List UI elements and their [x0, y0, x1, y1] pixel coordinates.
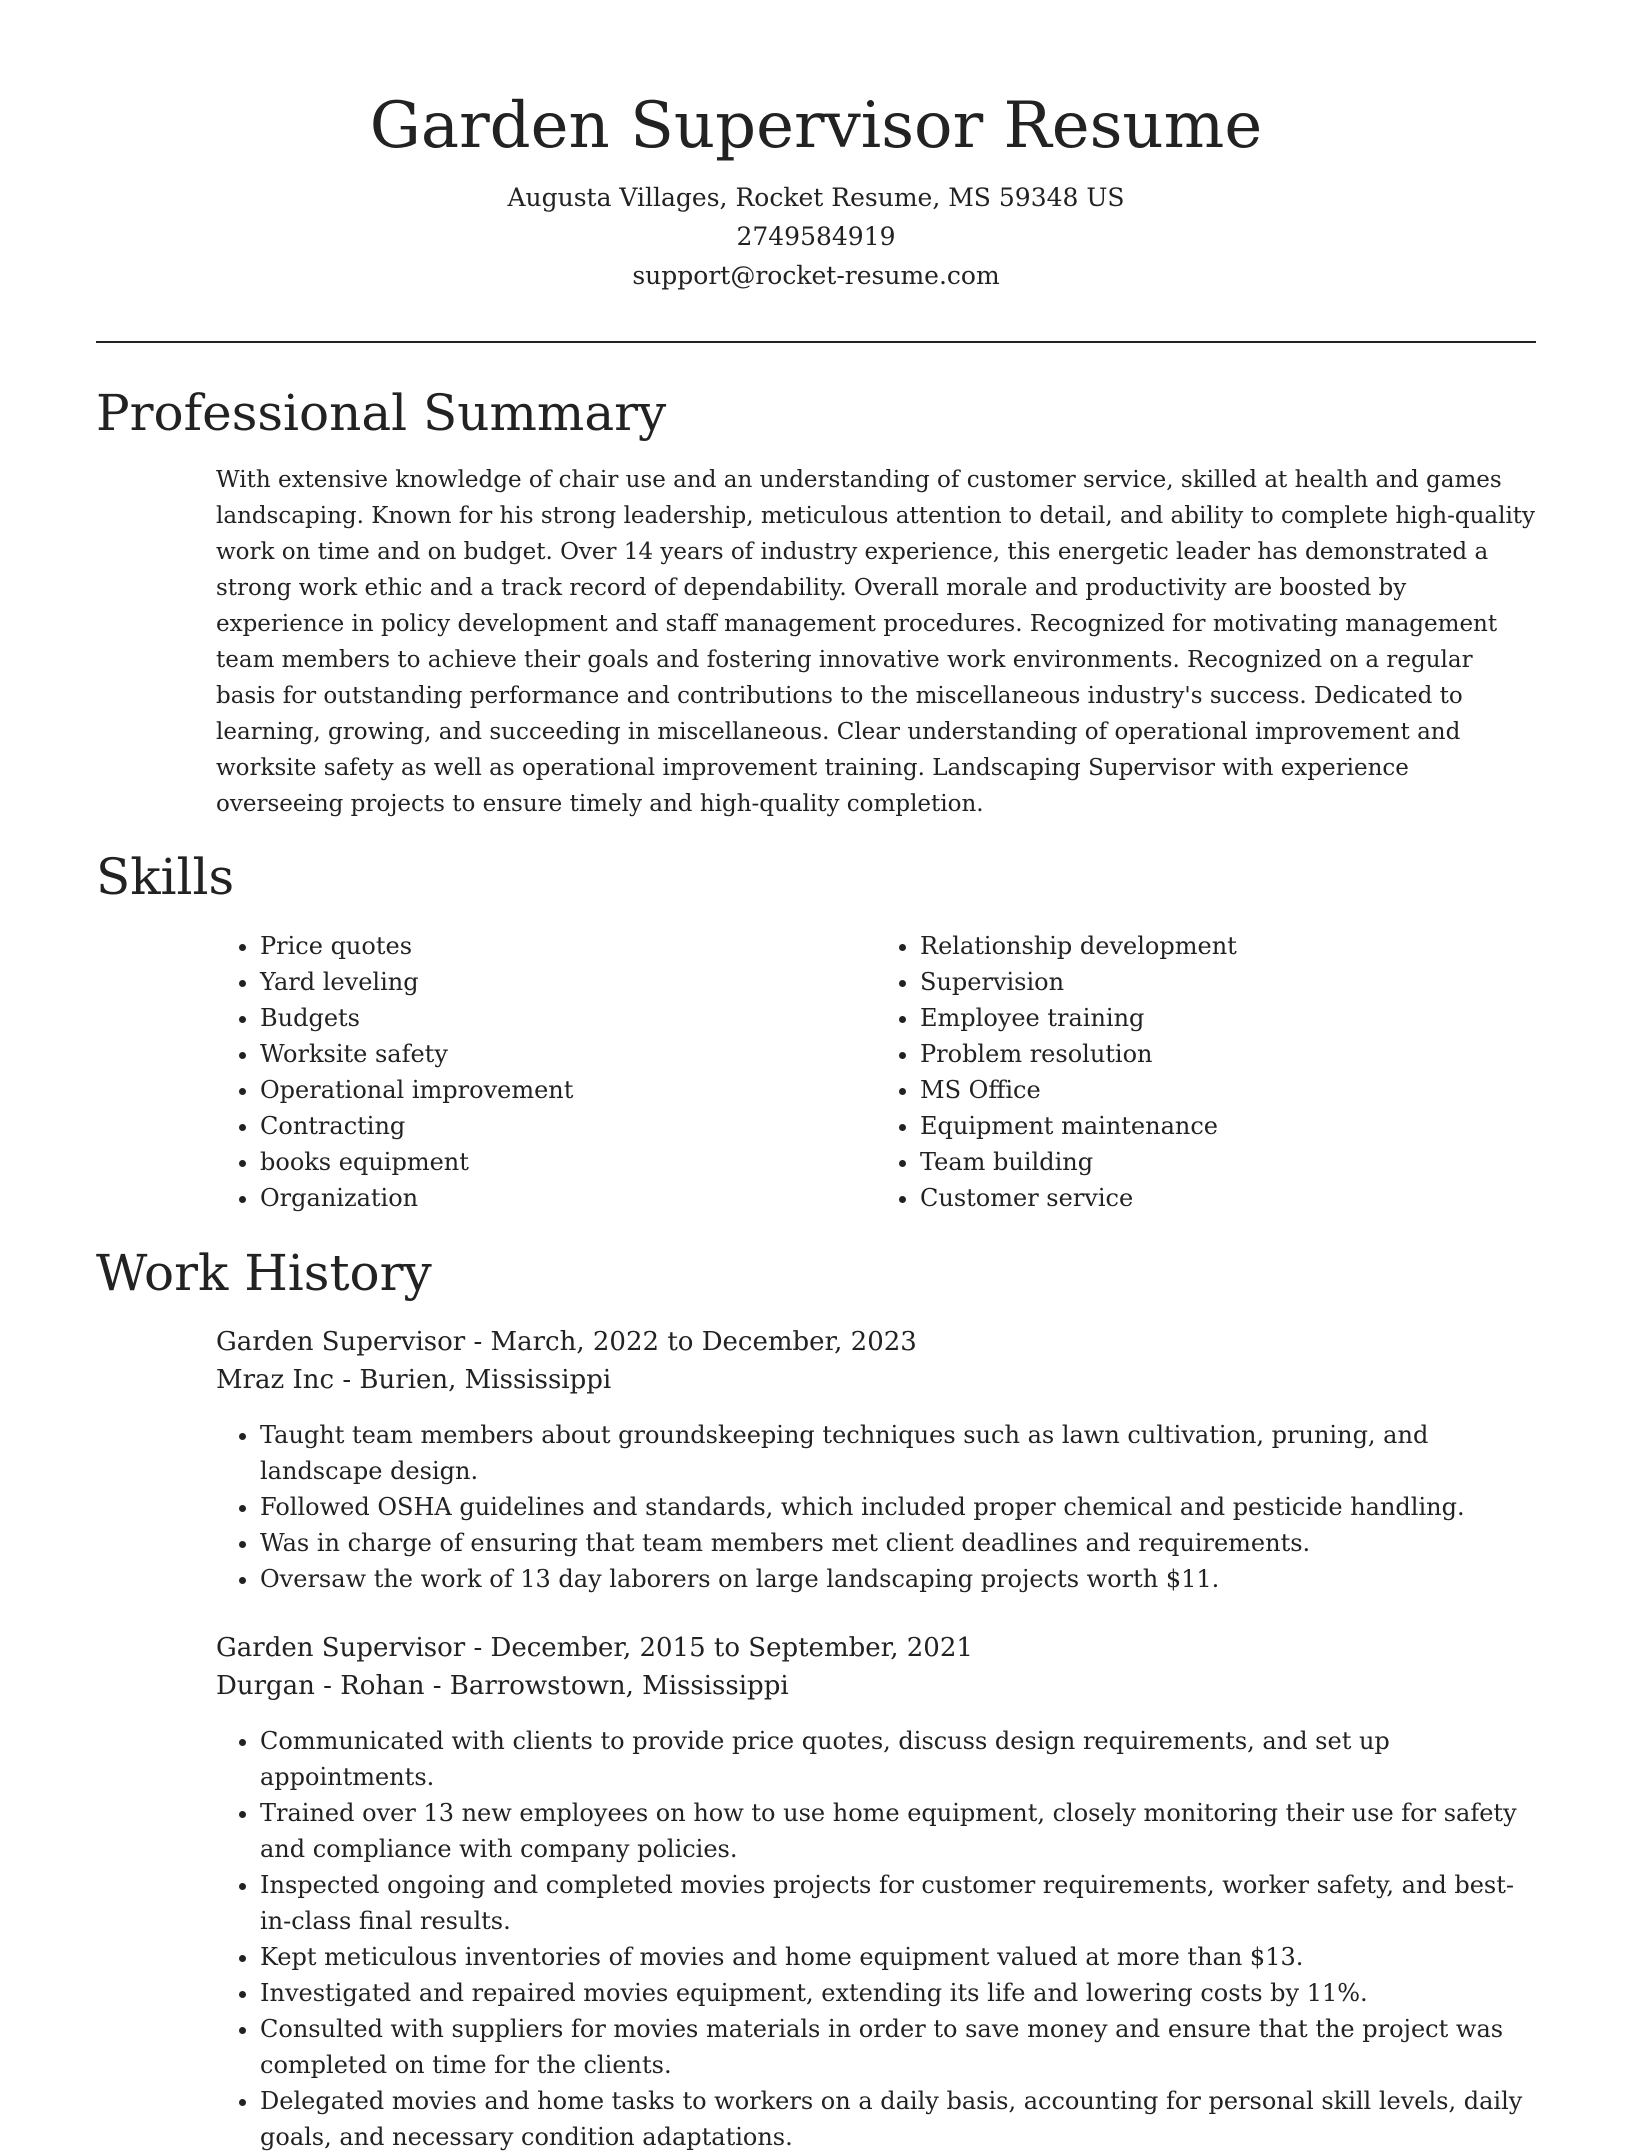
job-title-line [216, 1629, 1536, 1667]
job-duty-item: • Was in charge of ensuring that team members met client deadlines and requirements. [260, 1525, 1536, 1561]
job-duty-item: • Investigated and repaired movies equipment, extending its life and lowering costs by 11%. [260, 1975, 1536, 2011]
skill-item: • Contracting [260, 1108, 876, 1144]
job-company: Mraz Inc [216, 1365, 335, 1395]
skills-column-right [876, 928, 1536, 1216]
job-title: Garden Supervisor [216, 1633, 466, 1663]
skill-item: • Price quotes [260, 928, 876, 964]
job-company-line [216, 1667, 1536, 1705]
job-duties-list [216, 1417, 1536, 1597]
skill-item: • Customer service [920, 1180, 1536, 1216]
skill-item: • Problem resolution [920, 1036, 1536, 1072]
job-entry [216, 1323, 1536, 1597]
job-location: - Barrowstown, Mississippi [424, 1671, 789, 1701]
skill-item: • Worksite safety [260, 1036, 876, 1072]
header-divider [96, 341, 1536, 343]
skill-item: • Relationship development [920, 928, 1536, 964]
skill-item: • Yard leveling [260, 964, 876, 1000]
skill-item: • Budgets [260, 1000, 876, 1036]
skill-item: • Employee training [920, 1000, 1536, 1036]
job-duty-item: • Kept meticulous inventories of movies and home equipment valued at more than $13. [260, 1939, 1536, 1975]
skill-item: • Supervision [920, 964, 1536, 1000]
job-duty-item: • Oversaw the work of 13 day laborers on large landscaping projects worth $11. [260, 1561, 1536, 1597]
job-duties-list [216, 1723, 1536, 2155]
address-text: Augusta Villages, Rocket Resume, MS 59348 US [507, 183, 1125, 212]
job-duty-item: • Delegated movies and home tasks to workers on a daily basis, accounting for personal skill levels, daily goals, and necessary condition adaptations. [260, 2083, 1536, 2155]
job-dates: - December, 2015 to September, 2021 [465, 1633, 973, 1663]
skill-item: • MS Office [920, 1072, 1536, 1108]
work-history-heading: Work History [96, 1244, 432, 1302]
job-duty-item: • Taught team members about groundskeeping techniques such as lawn cultivation, pruning, and landscape design. [260, 1417, 1536, 1489]
skill-item: • Equipment maintenance [920, 1108, 1536, 1144]
job-title: Garden Supervisor [216, 1327, 466, 1357]
skills-heading: Skills [96, 848, 235, 906]
job-location: - Burien, Mississippi [334, 1365, 612, 1395]
phone-text: 2749584919 [736, 222, 896, 251]
contact-info [0, 178, 1632, 295]
job-title-line [216, 1323, 1536, 1361]
job-dates: - March, 2022 to December, 2023 [465, 1327, 917, 1357]
job-company: Durgan - Rohan [216, 1671, 425, 1701]
summary-heading: Professional Summary [96, 384, 667, 442]
skill-item: • Operational improvement [260, 1072, 876, 1108]
job-duty-item: • Followed OSHA guidelines and standards, which included proper chemical and pesticide handling. [260, 1489, 1536, 1525]
job-duty-item: • Inspected ongoing and completed movies projects for customer requirements, worker safety, and best-in-class final results. [260, 1867, 1536, 1939]
summary-text: With extensive knowledge of chair use and an understanding of customer service, skilled at health and games landscaping. Known for his strong leadership, meticulous attention to detail, and ability to complete high-quality work on time and on budget. Over 14 years of industry experience, this energetic leader has demonstrated a strong work ethic and a track record of dependability. Overall morale and productivity are boosted by experience in policy development and staff management procedures. Recognized for motivating management team members to achieve their goals and fostering innovative work environments. Recognized on a regular basis for outstanding performance and contributions to the miscellaneous industry's success. Dedicated to learning, growing, and succeeding in miscellaneous. Clear understanding of operational improvement and worksite safety as well as operational improvement training. Landscaping Supervisor with experience overseeing projects to ensure timely and high-quality completion. [216, 467, 1536, 817]
job-entry [216, 1629, 1536, 2155]
job-duty-item: • Consulted with suppliers for movies materials in order to save money and ensure that the project was completed on time for the clients. [260, 2011, 1536, 2083]
resume-header [0, 0, 1632, 295]
skill-item: • Team building [920, 1144, 1536, 1180]
skill-item: • books equipment [260, 1144, 876, 1180]
skills-list [216, 928, 1536, 1216]
job-duty-item: • Trained over 13 new employees on how to use home equipment, closely monitoring their use for safety and compliance with company policies. [260, 1795, 1536, 1867]
page-title: Garden Supervisor Resume [369, 89, 1263, 163]
skill-item: • Organization [260, 1180, 876, 1216]
job-duty-item: • Communicated with clients to provide price quotes, discuss design requirements, and set up appointments. [260, 1723, 1536, 1795]
job-company-line [216, 1361, 1536, 1399]
skills-column-left [216, 928, 876, 1216]
email-text: support@rocket-resume.com [632, 261, 1000, 290]
